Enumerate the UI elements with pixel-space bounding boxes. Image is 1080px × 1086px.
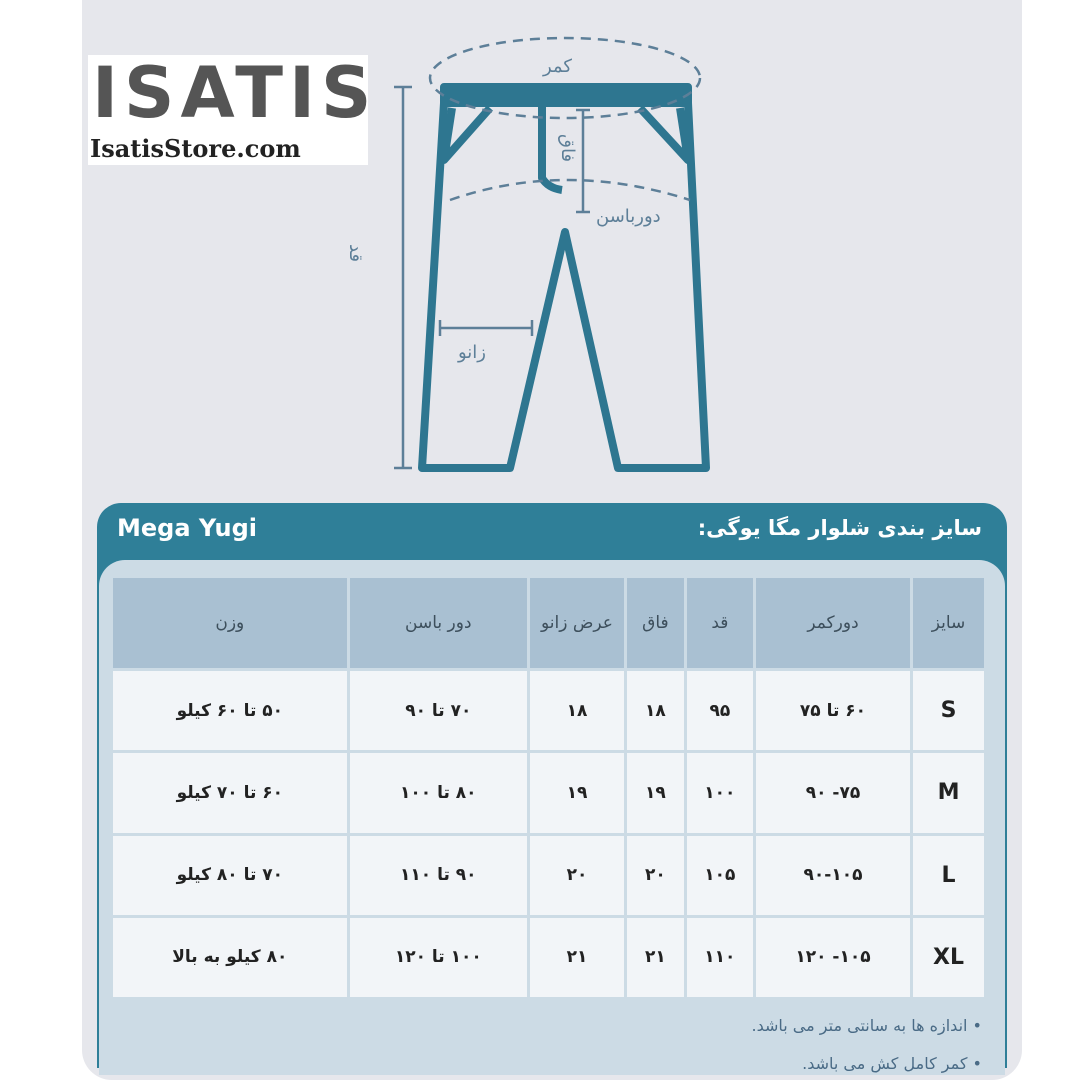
table-header-row <box>113 578 984 668</box>
size-cell: L <box>913 836 984 915</box>
waist-cell: ۶۰ تا ۷۵ <box>756 671 910 750</box>
size-cell: M <box>913 753 984 832</box>
table-row <box>113 753 984 832</box>
size-chart-heading: سایز بندی شلوار مگا یوگی: <box>697 516 982 540</box>
waist-label: کمر <box>543 56 572 77</box>
header-knee-width: عرض زانو <box>530 578 624 668</box>
logo-url: IsatisStore.com <box>90 134 301 163</box>
header-weight: وزن <box>113 578 347 668</box>
table-row <box>113 671 984 750</box>
note-item: • کمر کامل کش می باشد. <box>802 1054 982 1073</box>
length-label: قد <box>345 244 366 263</box>
hip-cell: ۹۰ تا ۱۱۰ <box>350 836 527 915</box>
knee-cell: ۱۹ <box>530 753 624 832</box>
header-rise: فاق <box>627 578 684 668</box>
length-cell: ۱۱۰ <box>687 918 753 997</box>
knee-label: زانو <box>458 342 487 363</box>
knee-cell: ۱۸ <box>530 671 624 750</box>
header-waist: دورکمر <box>756 578 910 668</box>
header-length: قد <box>687 578 753 668</box>
logo-wordmark: ISATIS <box>92 52 378 134</box>
pants-diagram <box>0 0 1080 500</box>
hip-cell: ۱۰۰ تا ۱۲۰ <box>350 918 527 997</box>
waist-cell: ۹۰-۱۰۵ <box>756 836 910 915</box>
rise-cell: ۱۹ <box>627 753 684 832</box>
note-item: • اندازه ها به سانتی متر می باشد. <box>751 1016 982 1035</box>
table-row <box>113 918 984 997</box>
table-row <box>113 836 984 915</box>
waist-cell: ۱۰۵- ۱۲۰ <box>756 918 910 997</box>
size-table <box>110 575 987 1000</box>
length-cell: ۱۰۵ <box>687 836 753 915</box>
header-size: سایز <box>913 578 984 668</box>
length-cell: ۹۵ <box>687 671 753 750</box>
rise-label: فاق <box>557 134 578 163</box>
hip-cell: ۸۰ تا ۱۰۰ <box>350 753 527 832</box>
weight-cell: ۶۰ تا ۷۰ کیلو <box>113 753 347 832</box>
size-cell: XL <box>913 918 984 997</box>
length-cell: ۱۰۰ <box>687 753 753 832</box>
hip-cell: ۷۰ تا ۹۰ <box>350 671 527 750</box>
rise-cell: ۱۸ <box>627 671 684 750</box>
rise-cell: ۲۱ <box>627 918 684 997</box>
hip-label: دورباسن <box>596 206 661 227</box>
waist-cell: ۷۵- ۹۰ <box>756 753 910 832</box>
size-notes <box>752 1010 983 1086</box>
header-hip: دور باسن <box>350 578 527 668</box>
rise-cell: ۲۰ <box>627 836 684 915</box>
weight-cell: ۷۰ تا ۸۰ کیلو <box>113 836 347 915</box>
weight-cell: ۸۰ کیلو به بالا <box>113 918 347 997</box>
knee-cell: ۲۰ <box>530 836 624 915</box>
weight-cell: ۵۰ تا ۶۰ کیلو <box>113 671 347 750</box>
size-cell: S <box>913 671 984 750</box>
product-brand: Mega Yugi <box>117 514 258 542</box>
knee-cell: ۲۱ <box>530 918 624 997</box>
